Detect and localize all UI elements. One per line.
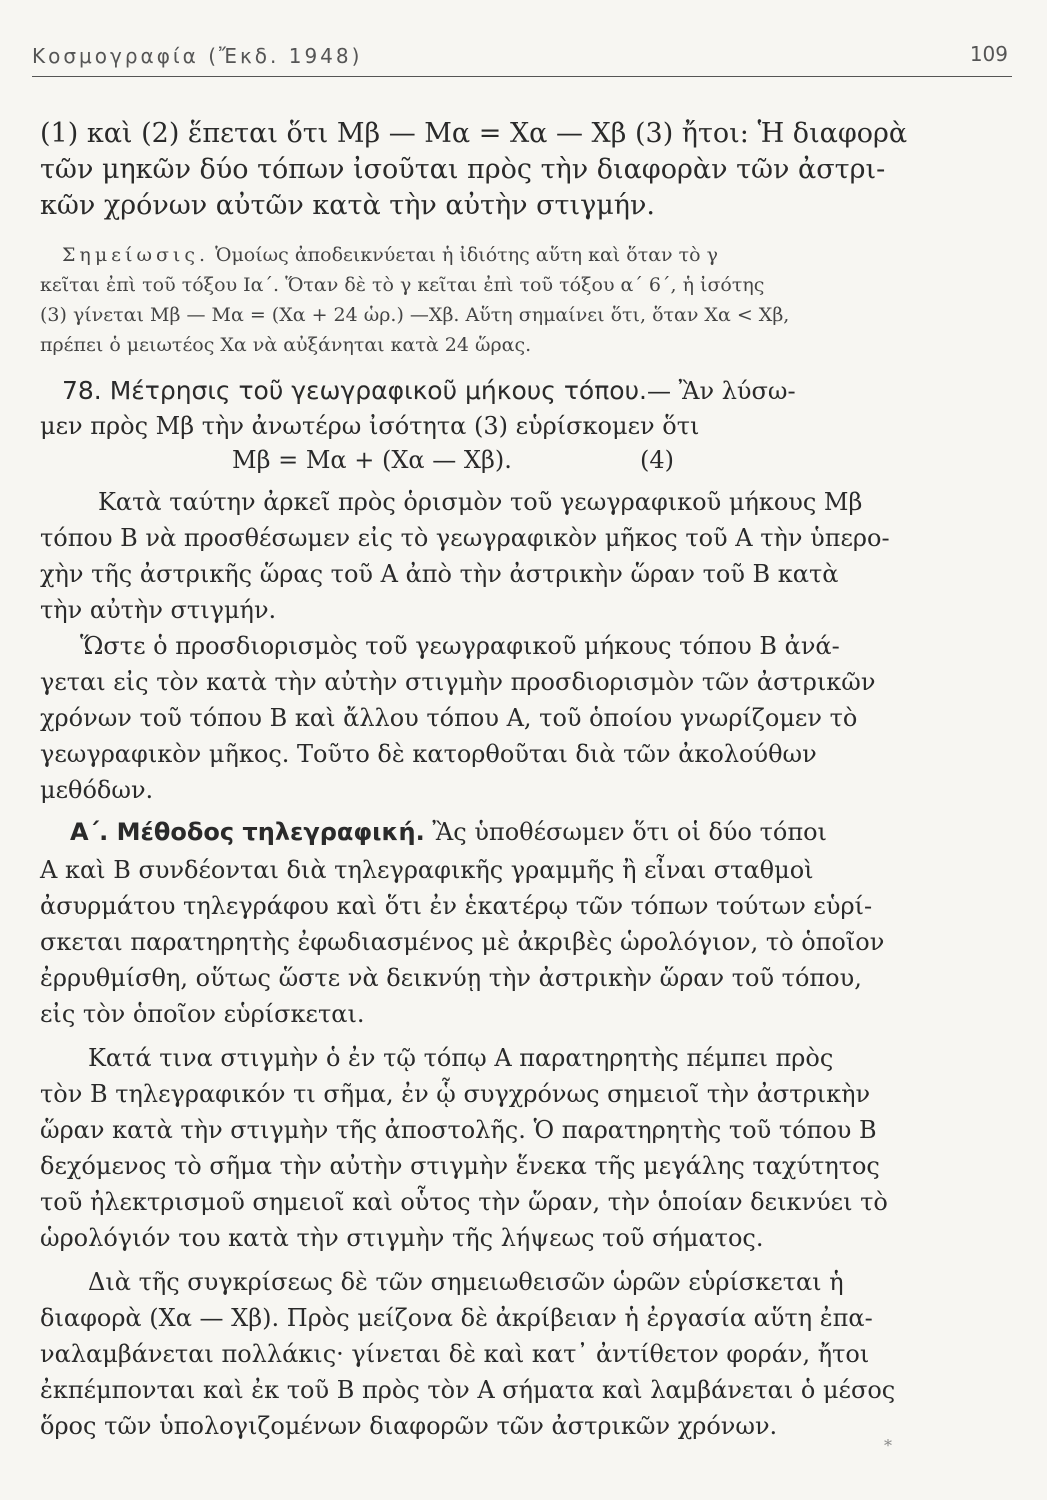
para1-line-2: τόπου Β νὰ προσθέσωμεν εἰς τὸ γεωγραφικὸν μῆκος τοῦ Α τὴν ὑπερο-	[40, 524, 890, 552]
para2-line-3: χρόνων τοῦ τόπου Β καὶ ἄλλου τόπου Α, τοῦ ὁποίου γνωρίζομεν τὸ	[40, 704, 858, 732]
method-a-heading: Α΄. Μέθοδος τηλεγραφική.	[70, 818, 425, 846]
para3-line-5: τοῦ ἠλεκτρισμοῦ σημειοῖ καὶ οὗτος τὴν ὥραν, τὴν ὁποίαν δεικνύει τὸ	[40, 1188, 888, 1216]
para4-line-1: Διὰ τῆς συγκρίσεως δὲ τῶν σημειωθεισῶν ὡρῶν εὑρίσκεται ἡ	[88, 1268, 844, 1296]
method-a-line-4: σκεται παρατηρητὴς ἐφωδιασμένος μὲ ἀκριβὲς ὡρολόγιον, τὸ ὁποῖον	[40, 928, 885, 956]
para3-line-4: δεχόμενος τὸ σῆμα τὴν αὐτὴν στιγμὴν ἕνεκα τῆς μεγάλης ταχύτητος	[40, 1152, 880, 1180]
para4-line-2: διαφορὰ (Xα — Xβ). Πρὸς μείζονα δὲ ἀκρίβειαν ἡ ἐργασία αὕτη ἐπα-	[40, 1304, 873, 1332]
para2-line-1: Ὥστε ὁ προσδιορισμὸς τοῦ γεωγραφικοῦ μήκους τόπου Β ἀνά-	[80, 632, 840, 660]
para3-line-3: ὥραν κατὰ τὴν στιγμὴν τῆς ἀποστολῆς. Ὁ παρατηρητὴς τοῦ τόπου Β	[40, 1116, 877, 1144]
page-number: 109	[969, 42, 1008, 66]
note-label: Σημείωσις.	[62, 244, 210, 266]
method-a-line-1	[70, 818, 827, 846]
section-78-line-1	[62, 376, 796, 405]
note-line-1	[62, 244, 718, 266]
method-a-line-6: εἰς τὸν ὁποῖον εὑρίσκεται.	[40, 1000, 365, 1028]
para1-line-1: Κατὰ ταύτην ἀρκεῖ πρὸς ὁρισμὸν τοῦ γεωγραφικοῦ μήκους Mβ	[98, 488, 863, 516]
para3-line-2: τὸν Β τηλεγραφικόν τι σῆμα, ἐν ᾧ συγχρόνως σημειοῖ τὴν ἀστρικὴν	[40, 1080, 871, 1108]
header-title: Κοσμογραφία (Ἔκδ. 1948)	[32, 44, 363, 68]
note-line-2: κεῖται ἐπὶ τοῦ τόξου Ια΄. Ὅταν δὲ τὸ γ κεῖται ἐπὶ τοῦ τόξου α΄ 6΄, ἡ ἰσότης	[40, 274, 765, 296]
section-78-line-2: μεν πρὸς Mβ τὴν ἀνωτέρω ἰσότητα (3) εὑρίσκομεν ὅτι	[40, 412, 700, 440]
intro-line-3: κῶν χρόνων αὐτῶν κατὰ τὴν αὐτὴν στιγμήν.	[40, 190, 655, 221]
para4-line-5: ὅρος τῶν ὑπολογιζομένων διαφορῶν τῶν ἀστρικῶν χρόνων.	[40, 1412, 778, 1440]
formula-4: Mβ = Mα + (Xα — Xβ).	[232, 446, 512, 474]
method-a-line-5: ἐρρυθμίσθη, οὕτως ὥστε νὰ δεικνύῃ τὴν ἀστρικὴν ὥραν τοῦ τόπου,	[40, 964, 862, 992]
method-a-line-2: Α καὶ Β συνδέονται διὰ τηλεγραφικῆς γραμμῆς ἢ εἶναι σταθμοὶ	[40, 856, 814, 884]
running-header	[32, 36, 1012, 77]
method-a-text-1: Ἂς ὑποθέσωμεν ὅτι οἱ δύο τόποι	[432, 818, 827, 846]
para4-line-3: ναλαμβάνεται πολλάκις· γίνεται δὲ καὶ κατ᾿ ἀντίθετον φοράν, ἤτοι	[40, 1340, 870, 1368]
para4-line-4: ἐκπέμπονται καὶ ἐκ τοῦ Β πρὸς τὸν Α σήματα καὶ λαμβάνεται ὁ μέσος	[40, 1376, 896, 1404]
para2-line-2: γεται εἰς τὸν κατὰ τὴν αὐτὴν στιγμὴν προσδιορισμὸν τῶν ἀστρικῶν	[40, 668, 876, 696]
note-line-3: (3) γίνεται Mβ — Mα = (Xα + 24 ὡρ.) —Xβ. Αὕτη σημαίνει ὅτι, ὅταν Xα < Xβ,	[40, 304, 790, 326]
footer-mark: *	[884, 1436, 892, 1455]
para2-line-4: γεωγραφικὸν μῆκος. Τοῦτο δὲ κατορθοῦται διὰ τῶν ἀκολούθων	[40, 740, 817, 768]
para3-line-1: Κατά τινα στιγμὴν ὁ ἐν τῷ τόπῳ Α παρατηρητὴς πέμπει πρὸς	[88, 1044, 834, 1072]
para1-line-4: τὴν αὐτὴν στιγμήν.	[40, 596, 277, 624]
note-line-4: πρέπει ὁ μειωτέος Xα νὰ αὐξάνηται κατὰ 24 ὥρας.	[40, 334, 532, 356]
intro-line-1: (1) καὶ (2) ἕπεται ὅτι Mβ — Mα = Xα — Xβ (3) ἤτοι: Ἡ διαφορὰ	[40, 118, 908, 149]
intro-line-2: τῶν μηκῶν δύο τόπων ἰσοῦται πρὸς τὴν διαφορὰν τῶν ἀστρι-	[40, 154, 886, 185]
para2-line-5: μεθόδων.	[40, 776, 154, 804]
para3-line-6: ὡρολόγιόν του κατὰ τὴν στιγμὴν τῆς λήψεως τοῦ σήματος.	[40, 1224, 764, 1252]
formula-4-number: (4)	[640, 446, 674, 474]
para1-line-3: χὴν τῆς ἀστρικῆς ὥρας τοῦ Α ἀπὸ τὴν ἀστρικὴν ὥραν τοῦ Β κατὰ	[40, 560, 839, 588]
section-78-heading: 78. Μέτρησις τοῦ γεωγραφικοῦ μήκους τόπου.	[62, 376, 647, 405]
section-78-text-1: — Ἂν λύσω-	[647, 377, 796, 405]
method-a-line-3: ἀσυρμάτου τηλεγράφου καὶ ὅτι ἐν ἑκατέρῳ τῶν τόπων τούτων εὑρί-	[40, 892, 873, 920]
note-text-1: Ὁμοίως ἀποδεικνύεται ἡ ἰδιότης αὕτη καὶ ὅταν τὸ γ	[215, 244, 718, 266]
